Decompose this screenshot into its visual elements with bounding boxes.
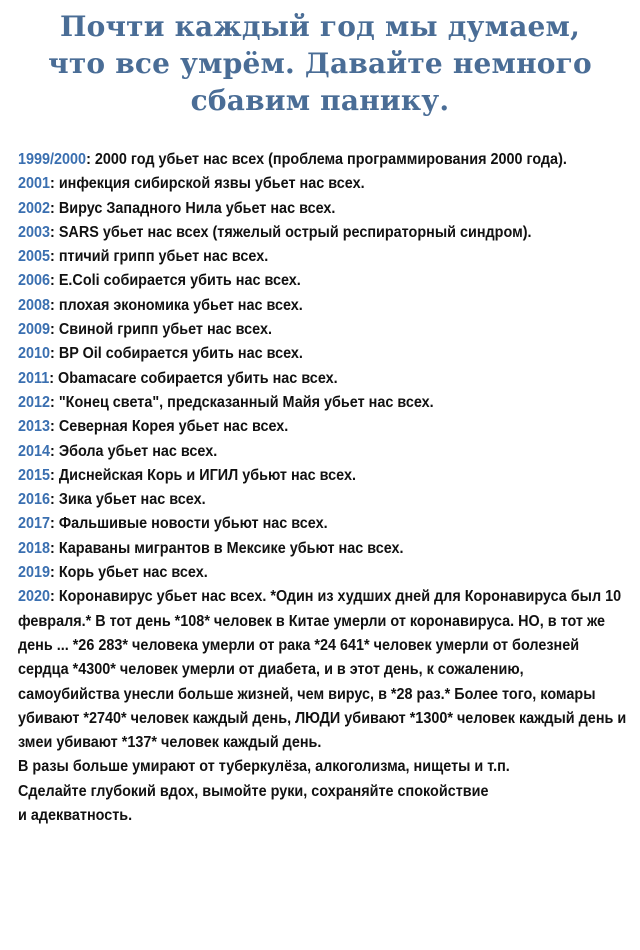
entry-year: 2020 (18, 588, 51, 606)
entry-text: : BP Oil собирается убить нас всех. (50, 345, 303, 363)
entry-text: : Коронавирус убьет нас всех. *Один из худших дней для Коронавируса был 10 февраля.* В тот день *108* человек в Китае умерли от коронавируса. НО, в тот же день ... *26 283* человека умерли от рака *24 641* человек умерли от болезней сердца *4300* человек умерли от диабета, и в этот день, к сожалению, самоубийства унесли больше жизней, чем вирус, в *28 раз.* Более того, комары убивают *2740* человек каждый день, ЛЮДИ убивают *1300* человек каждый день и змеи убивают *137* человек каждый день. (18, 588, 627, 752)
entry-text: : Фальшивые новости убьют нас всех. (50, 515, 328, 533)
entry-year: 2002 (18, 199, 51, 217)
headline-line-3: сбавим панику. (190, 84, 450, 117)
timeline-entry (18, 245, 628, 269)
entry-text: : Караваны мигрантов в Мексике убьют нас всех. (50, 539, 404, 557)
entry-year: 2014 (18, 442, 51, 460)
timeline-entry (18, 172, 628, 196)
entry-year: 2011 (18, 369, 50, 387)
timeline-entry (18, 561, 628, 585)
entry-year: 2005 (18, 248, 51, 266)
entry-year: 2016 (18, 491, 51, 509)
timeline-entry (18, 221, 628, 245)
entry-year: 2019 (18, 564, 51, 582)
timeline-entry (18, 148, 628, 172)
headline (0, 0, 640, 119)
entry-year: 2009 (18, 321, 51, 339)
entry-text: : Диснейская Корь и ИГИЛ убьют нас всех. (50, 466, 356, 484)
timeline-entry (18, 415, 628, 439)
timeline-entry (18, 464, 628, 488)
entry-year: 2010 (18, 345, 51, 363)
headline-line-2: что все умрём. Давайте немного (48, 47, 592, 80)
entry-year: 2018 (18, 539, 51, 557)
entry-year: 2008 (18, 296, 51, 314)
entry-year: 2013 (18, 418, 51, 436)
timeline-entry (18, 342, 628, 366)
entry-text: : 2000 год убьет нас всех (проблема программирования 2000 года). (86, 151, 567, 168)
timeline-entry (18, 294, 628, 318)
timeline-entry (18, 197, 628, 221)
entry-text: : инфекция сибирской язвы убьет нас всех. (50, 175, 365, 193)
timeline-text (18, 148, 628, 828)
entry-text: : Эбола убьет нас всех. (50, 442, 218, 460)
entry-text: : Свиной грипп убьет нас всех. (50, 321, 272, 339)
entry-year: 1999/2000 (18, 151, 87, 168)
timeline-entry (18, 440, 628, 464)
timeline-entry (18, 269, 628, 293)
entry-text: : Obamacare собирается убить нас всех. (49, 369, 338, 387)
timeline-entry (18, 488, 628, 512)
entry-text: : Вирус Западного Нила убьет нас всех. (50, 199, 336, 217)
closing-line-1: В разы больше умирают от туберкулёза, алкоголизма, нищеты и т.п. (18, 758, 510, 776)
entry-year: 2017 (18, 515, 51, 533)
entry-year: 2015 (18, 466, 51, 484)
closing-line-3: и адекватность. (18, 807, 133, 825)
entry-text: : птичий грипп убьет нас всех. (50, 248, 269, 266)
timeline-entry (18, 537, 628, 561)
timeline-entry (18, 512, 628, 536)
entry-text: : Корь убьет нас всех. (50, 564, 208, 582)
entry-year: 2006 (18, 272, 51, 290)
entry-year: 2012 (18, 393, 51, 411)
entry-text: : "Конец света", предсказанный Майя убьет нас всех. (50, 393, 434, 411)
timeline-entry (18, 367, 628, 391)
timeline-entry (18, 318, 628, 342)
timeline-entry (18, 391, 628, 415)
timeline-entry (18, 585, 628, 755)
entry-text: : E.Coli собирается убить нас всех. (50, 272, 301, 290)
entry-text: : Северная Корея убьет нас всех. (50, 418, 289, 436)
entry-text: : плохая экономика убьет нас всех. (50, 296, 303, 314)
entry-year: 2003 (18, 223, 51, 241)
entry-text: : Зика убьет нас всех. (50, 491, 206, 509)
headline-line-1: Почти каждый год мы думаем, (59, 10, 581, 43)
entry-text: : SARS убьет нас всех (тяжелый острый респираторный синдром). (50, 223, 532, 241)
closing-line-2: Сделайте глубокий вдох, вымойте руки, сохраняйте спокойствие (18, 782, 489, 800)
entry-year: 2001 (18, 175, 51, 193)
